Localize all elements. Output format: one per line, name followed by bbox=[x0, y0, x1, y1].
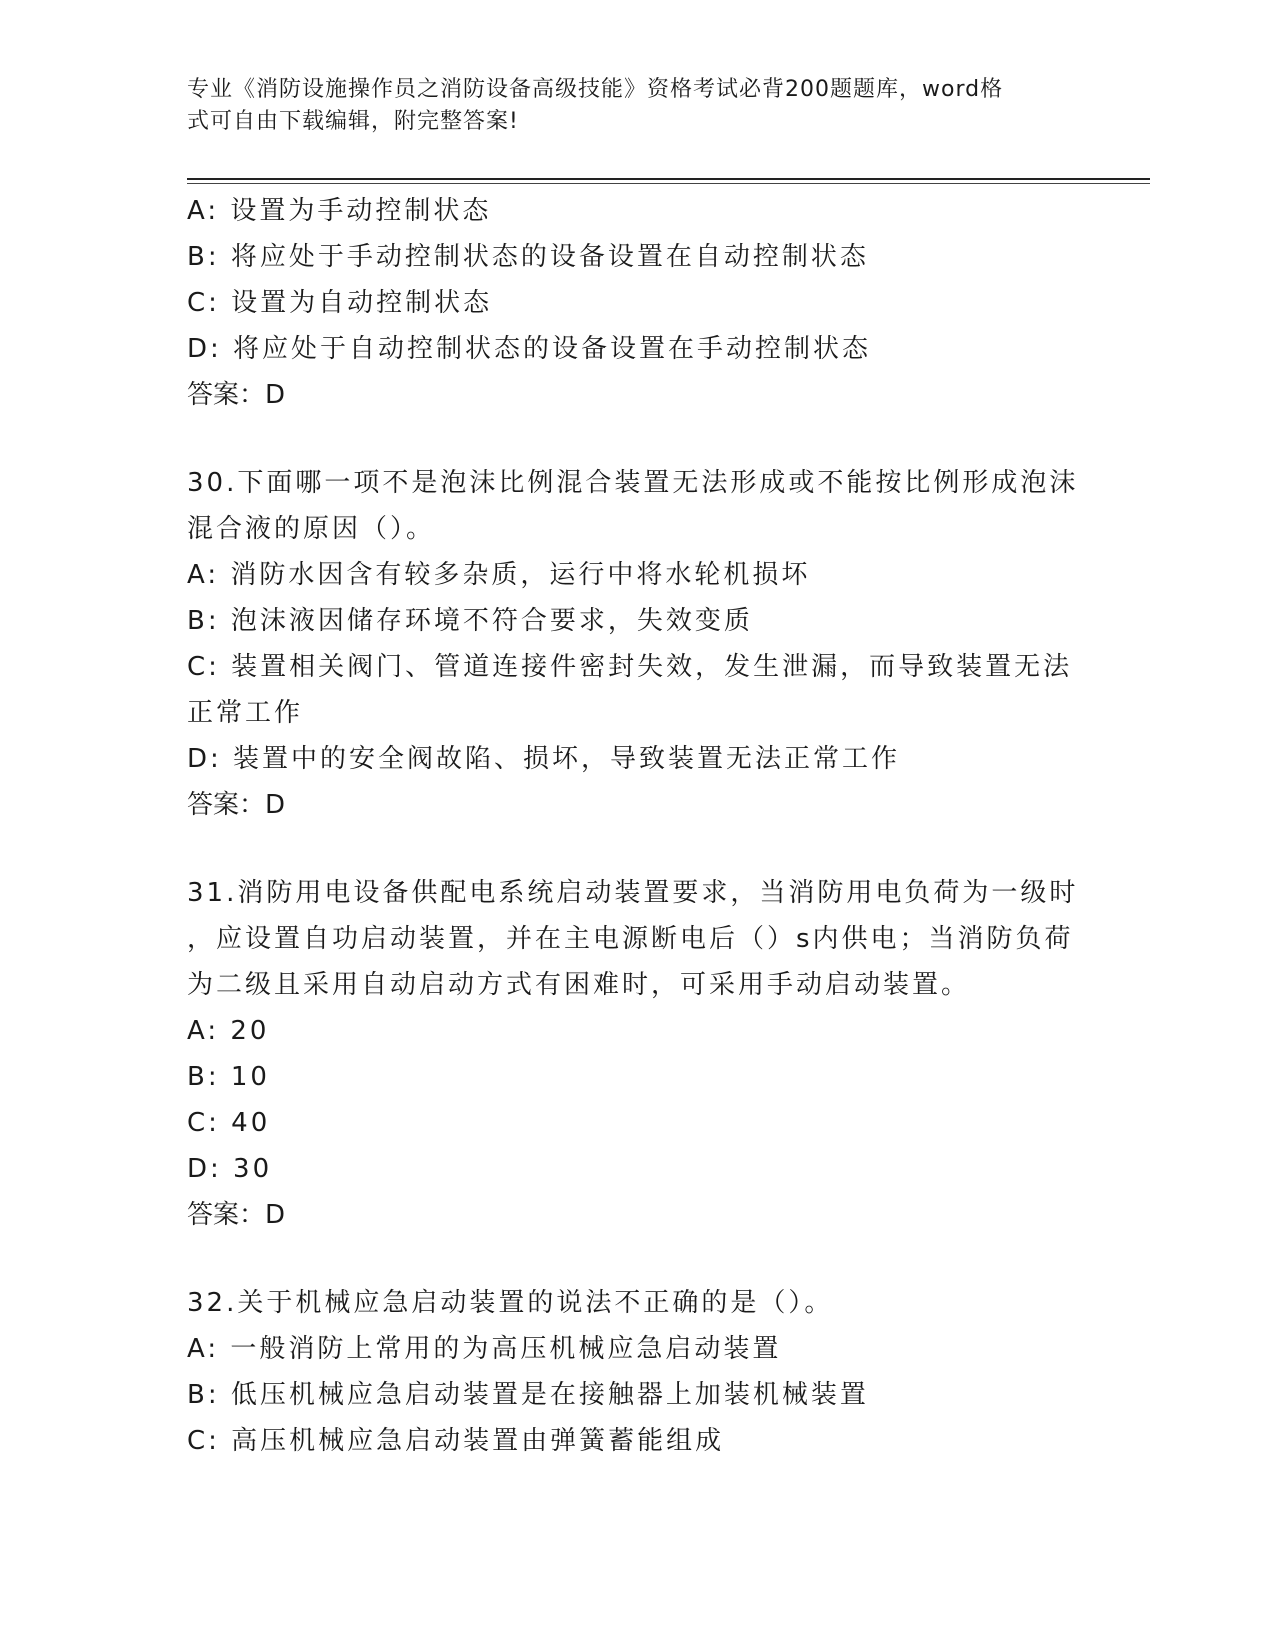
option-b: B: 低压机械应急启动装置是在接触器上加装机械装置 bbox=[187, 1380, 869, 1410]
option-a: A: 消防水因含有较多杂质，运行中将水轮机损坏 bbox=[187, 560, 811, 590]
option-a: A: 一般消防上常用的为高压机械应急启动装置 bbox=[187, 1334, 782, 1364]
spacer bbox=[187, 1238, 1087, 1280]
document-header bbox=[187, 74, 1067, 138]
option-d: D: 将应处于自动控制状态的设备设置在手动控制状态 bbox=[187, 334, 872, 364]
header-line-2: 式可自由下载编辑，附完整答案! bbox=[187, 109, 519, 134]
question-stem: 31.消防用电设备供配电系统启动装置要求，当消防用电负荷为一级时 bbox=[187, 878, 1079, 908]
option-c: C: 高压机械应急启动装置由弹簧蓄能组成 bbox=[187, 1426, 725, 1456]
spacer bbox=[187, 418, 1087, 460]
question-stem: 32.关于机械应急启动装置的说法不正确的是（）。 bbox=[187, 1288, 834, 1318]
option-c-continued: 正常工作 bbox=[187, 698, 304, 728]
question-content bbox=[187, 188, 1087, 1464]
answer-line: 答案：D bbox=[187, 380, 286, 410]
question-stem: 混合液的原因（）。 bbox=[187, 514, 436, 544]
option-b: B: 将应处于手动控制状态的设备设置在自动控制状态 bbox=[187, 242, 869, 272]
option-d: D: 30 bbox=[187, 1154, 273, 1184]
header-divider bbox=[187, 178, 1150, 180]
question-32 bbox=[187, 1280, 1087, 1464]
question-stem: 为二级且采用自动启动方式有困难时，可采用手动启动装置。 bbox=[187, 970, 971, 1000]
header-divider-thin bbox=[187, 183, 1150, 184]
spacer bbox=[187, 828, 1087, 870]
answer-line: 答案：D bbox=[187, 790, 286, 820]
option-b: B: 10 bbox=[187, 1062, 270, 1092]
question-30 bbox=[187, 460, 1087, 828]
option-a: A: 设置为手动控制状态 bbox=[187, 196, 492, 226]
header-line-1: 专业《消防设施操作员之消防设备高级技能》资格考试必背200题题库，word格 bbox=[187, 77, 1004, 102]
option-c: C: 装置相关阀门、管道连接件密封失效，发生泄漏，而导致装置无法 bbox=[187, 652, 1073, 682]
question-31 bbox=[187, 870, 1087, 1238]
option-b: B: 泡沫液因储存环境不符合要求，失效变质 bbox=[187, 606, 753, 636]
option-d: D: 装置中的安全阀故陷、损坏，导致装置无法正常工作 bbox=[187, 744, 901, 774]
option-c: C: 设置为自动控制状态 bbox=[187, 288, 493, 318]
option-a: A: 20 bbox=[187, 1016, 270, 1046]
question-stem: 30.下面哪一项不是泡沫比例混合装置无法形成或不能按比例形成泡沫 bbox=[187, 468, 1079, 498]
answer-line: 答案：D bbox=[187, 1200, 286, 1230]
question-29 bbox=[187, 188, 1087, 418]
question-stem: ，应设置自功启动装置，并在主电源断电后（）s内供电；当消防负荷 bbox=[187, 924, 1074, 954]
option-c: C: 40 bbox=[187, 1108, 271, 1138]
